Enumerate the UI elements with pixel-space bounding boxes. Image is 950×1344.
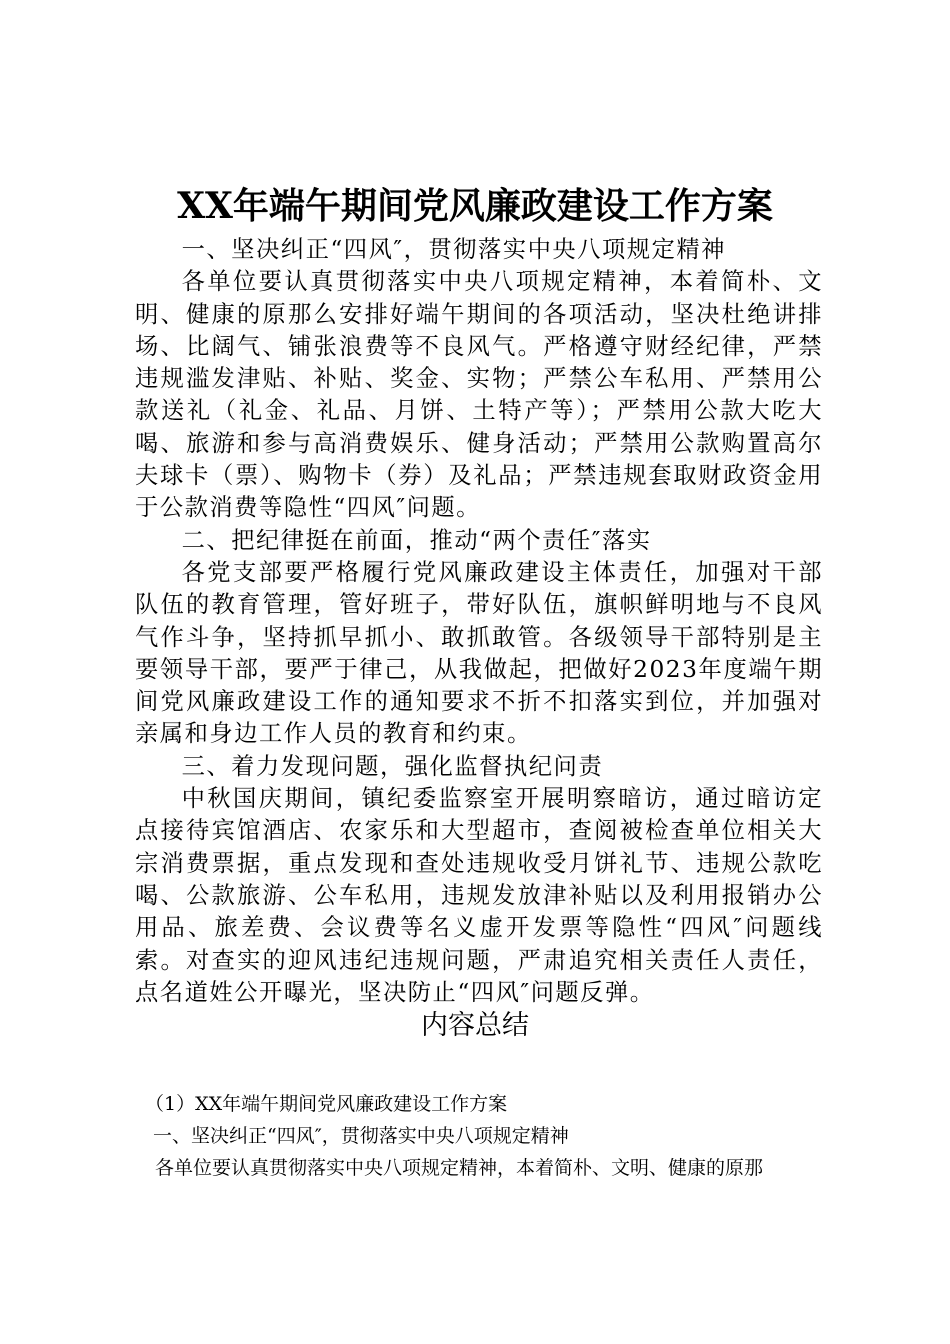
summary-text: 各单位要认真贯彻落实中央八项规定精神，本着简朴、文明、健康的原那 [155,1157,764,1179]
summary-block [145,1088,835,1184]
section-heading: 二、把纪律挺在前面，推动“两个责任″落实 [181,526,652,554]
section-paragraph: 中秋国庆期间，镇纪委监察室开展明察暗访，通过暗访定点接待宾馆酒店、农家乐和大型超市，查阅被检查单位相关大宗消费票据，重点发现和查处违规收受月饼礼节、违规公款吃喝、公款旅游、公车私用，违规发放津补贴以及利用报销办公用品、旅差费、会议费等名义虚开发票等隐性“四风″问题线索。对查实的迎风违纪违规问题，严肃追究相关责任人责任，点名道姓公开曝光，坚决防止“四风″问题反弹。 [135,785,823,1006]
section-heading: 三、着力发现问题，强化监督执纪问责 [181,752,604,780]
document-body [135,234,823,1009]
summary-subheading: 一、坚决纠正“四风″，贯彻落实中央八项规定精神 [153,1125,569,1147]
summary-heading: （1）XX年端午期间党风廉政建设工作方案 [145,1093,508,1115]
section-heading: 一、坚决纠正“四风″，贯彻落实中央八项规定精神 [181,236,726,263]
section-paragraph: 各党支部要严格履行党风廉政建设主体责任，加强对干部队伍的教育管理，管好班子，带好队伍，旗帜鲜明地与不良风气作斗争，坚持抓早抓小、敢抓敢管。各级领导干部特别是主要领导干部，要严于律己，从我做起，把做好2023年度端午期间党风廉政建设工作的通知要求不折不扣落实到位，并加强对亲属和身边工作人员的教育和约束。 [135,558,823,748]
document-title: XX年端午期间党风廉政建设工作方案 [177,185,773,227]
section-paragraph: 各单位要认真贯彻落实中央八项规定精神，本着简朴、文明、健康的原那么安排好端午期间的各项活动，坚决杜绝讲排场、比阔气、铺张浪费等不良风气。严格遵守财经纪律，严禁违规滥发津贴、补贴、奖金、实物；严禁公车私用、严禁用公款送礼（礼金、礼品、月饼、土特产等）；严禁用公款大吃大喝、旅游和参与高消费娱乐、健身活动；严禁用公款购置高尔夫球卡（票）、购物卡（券）及礼品；严禁违规套取财政资金用于公款消费等隐性“四风″问题。 [135,268,823,522]
summary-title: 内容总结 [421,1010,529,1041]
